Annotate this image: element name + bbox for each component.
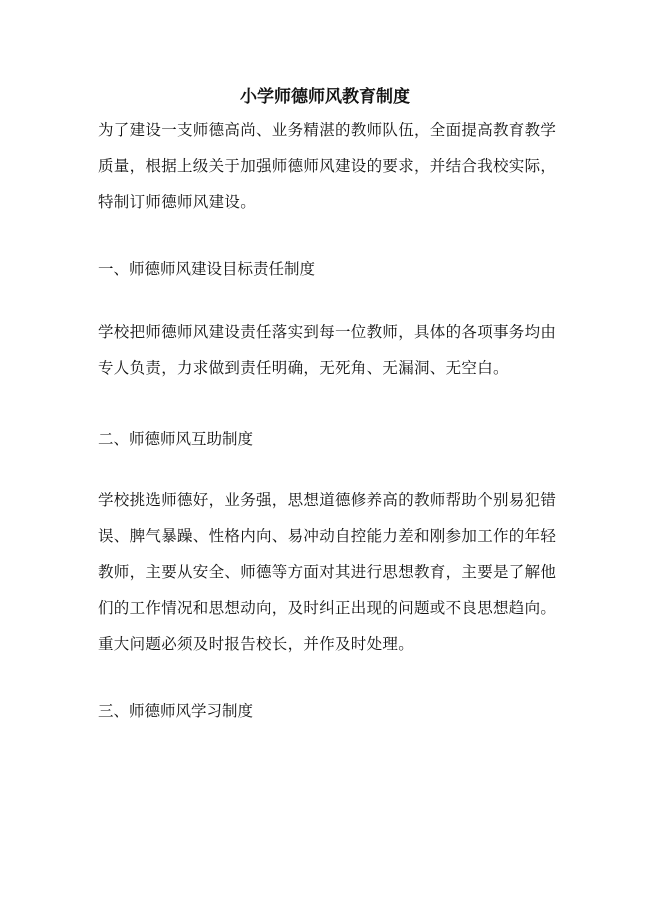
section-heading-2: 二、师德师风互助制度: [98, 430, 254, 448]
section-1-line: 学校把师德师风建设责任落实到每一位教师，具体的各项事务均由: [98, 323, 557, 341]
intro-line: 特制订师德师风建设。: [98, 193, 257, 211]
section-heading-3: 三、师德师风学习制度: [98, 702, 254, 720]
intro-paragraph: [98, 112, 558, 220]
intro-line: 为了建设一支师德高尚、业务精湛的教师队伍，全面提高教育教学: [98, 121, 557, 139]
section-2-paragraph: [98, 482, 558, 662]
intro-line: 质量，根据上级关于加强师德师风建设的要求，并结合我校实际，: [98, 157, 557, 175]
section-1-paragraph: [98, 314, 558, 386]
section-2-line: 们的工作情况和思想动向，及时纠正出现的问题或不良思想趋向。: [98, 599, 557, 617]
document-title: 小学师德师风教育制度: [240, 87, 410, 107]
section-2-line: 学校挑选师德好，业务强，思想道德修养高的教师帮助个别易犯错: [98, 491, 557, 509]
section-2-line: 教师，主要从安全、师德等方面对其进行思想教育，主要是了解他: [98, 563, 557, 581]
section-1-line: 专人负责，力求做到责任明确，无死角、无漏洞、无空白。: [98, 359, 509, 377]
section-2-line: 误、脾气暴躁、性格内向、易冲动自控能力差和刚参加工作的年轻: [98, 527, 557, 545]
section-heading-1: 一、师德师风建设目标责任制度: [98, 260, 316, 278]
section-2-line: 重大问题必须及时报告校长，并作及时处理。: [98, 635, 415, 653]
